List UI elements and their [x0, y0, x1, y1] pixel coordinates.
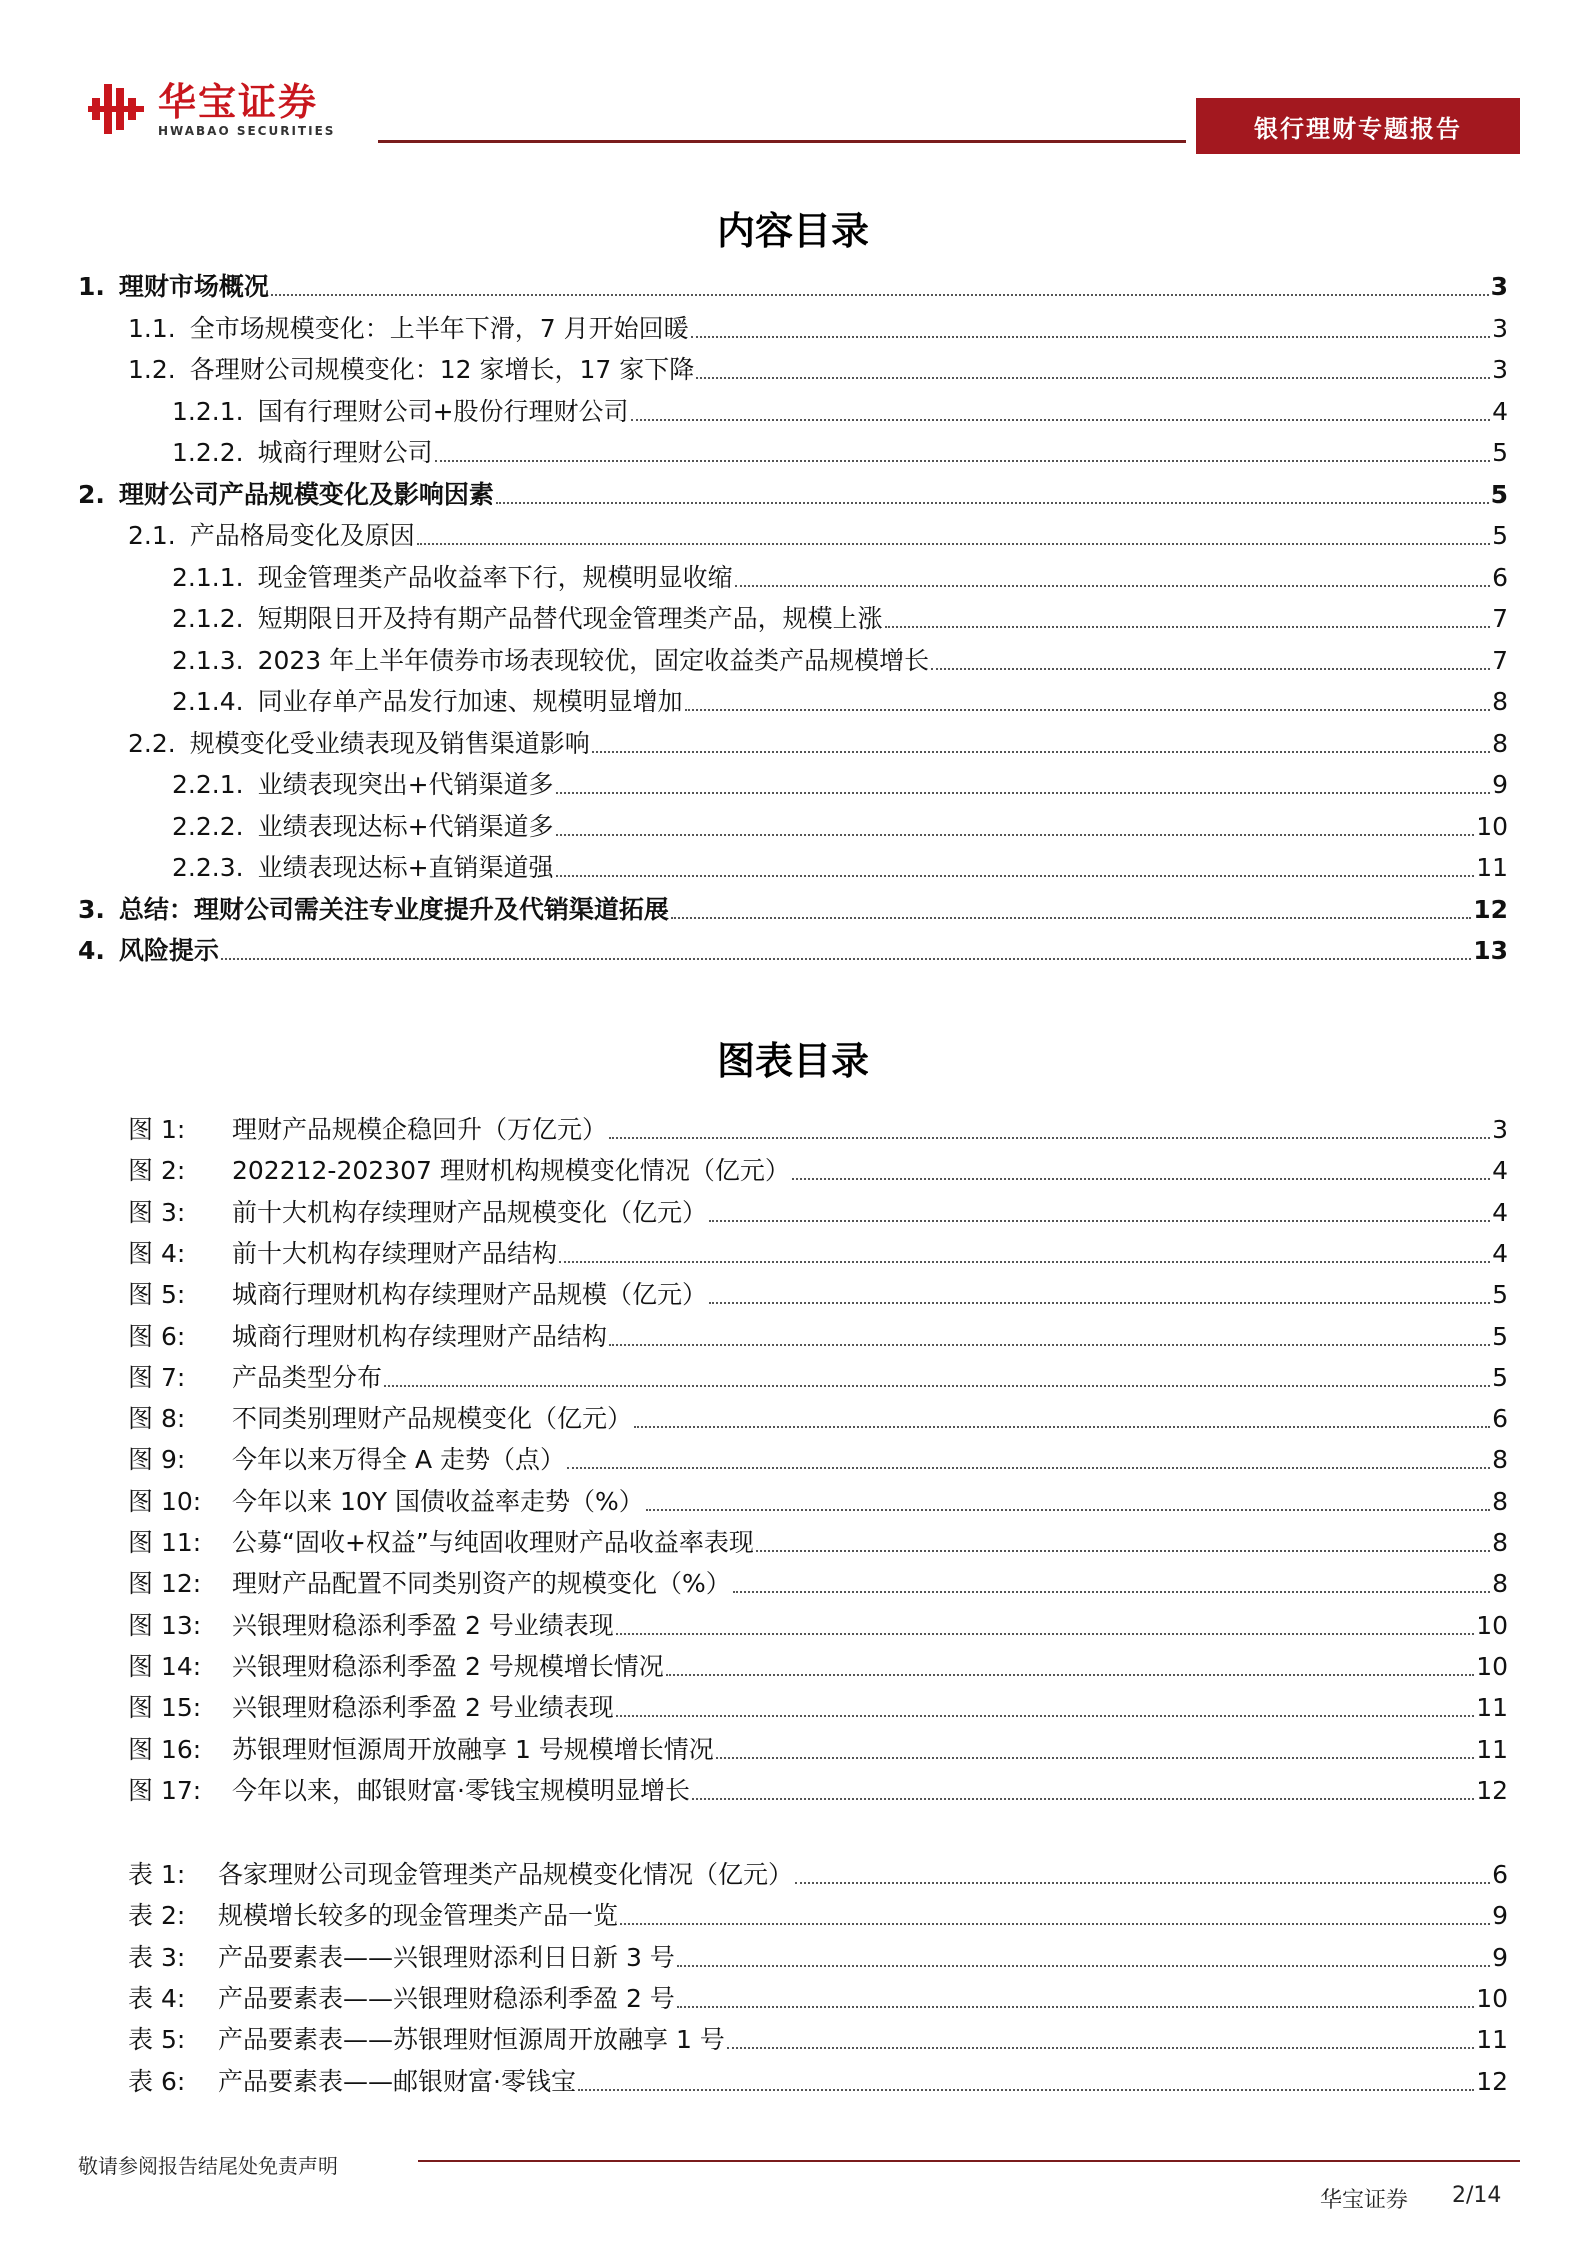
figure-entry[interactable] [128, 1312, 1508, 1352]
table-entry[interactable] [128, 2057, 1508, 2097]
figure-leader-dots [559, 1260, 1490, 1263]
table-entry-page: 6 [1492, 1860, 1508, 1889]
table-entry[interactable] [128, 1850, 1508, 1890]
table-entry-text: 产品要素表——兴银理财稳添利季盈 2 号 [218, 1983, 675, 2013]
figure-entry-number: 图 3: [128, 1197, 186, 1227]
figure-entry[interactable] [128, 1683, 1508, 1723]
hwabao-logo-icon [88, 78, 146, 140]
figure-entry-number: 图 4: [128, 1238, 186, 1268]
figure-entry[interactable] [128, 1270, 1508, 1310]
figure-leader-dots [634, 1425, 1490, 1428]
toc-entry-text: 短期限日开及持有期产品替代现金管理类产品，规模上涨 [257, 604, 883, 633]
toc-entry-number: 2.2.3. [172, 853, 244, 882]
figure-entry-text: 今年以来 10Y 国债收益率走势（%） [232, 1486, 644, 1516]
table-entry-number: 表 3: [128, 1942, 186, 1972]
figure-entry[interactable] [128, 1766, 1508, 1806]
toc-entry[interactable] [128, 511, 1508, 551]
toc-entry-text: 现金管理类产品收益率下行，规模明显收缩 [257, 562, 733, 592]
table-entry-text: 产品要素表——苏银理财恒源周开放融享 1 号 [218, 2025, 725, 2055]
figure-entry-page: 4 [1492, 1197, 1508, 1227]
figure-entry[interactable] [128, 1518, 1508, 1558]
table-entry-page: 10 [1476, 1983, 1508, 2013]
figure-entry-number: 图 14: [128, 1651, 202, 1681]
figure-entry-number: 图 6: [128, 1321, 186, 1351]
figure-entry-number: 图 2: [128, 1156, 186, 1186]
toc-entry-text: 同业存单产品发行加速、规模明显增加 [257, 687, 683, 716]
figure-entry-page: 4 [1492, 1238, 1508, 1268]
toc-entry-text: 理财公司产品规模变化及影响因素 [118, 479, 494, 509]
figure-entry-number: 图 7: [128, 1362, 186, 1392]
table-entry-number: 表 5: [128, 2025, 186, 2055]
toc-entry-page: 3 [1492, 355, 1508, 384]
toc-entry[interactable] [172, 677, 1508, 717]
toc-leader-dots [691, 335, 1491, 338]
table-entry-page: 11 [1476, 2025, 1508, 2055]
figure-entry[interactable] [128, 1105, 1508, 1145]
toc-entry-text: 业绩表现达标+直销渠道强 [257, 853, 554, 882]
toc-entry-text: 2023 年上半年债券市场表现较优，固定收益类产品规模增长 [257, 645, 930, 675]
toc-entry-page: 3 [1492, 313, 1508, 343]
toc-entry[interactable] [78, 262, 1508, 302]
figure-leader-dots [756, 1549, 1490, 1552]
figure-leader-dots [792, 1177, 1490, 1180]
toc-entry[interactable] [172, 553, 1508, 593]
header-rule [378, 140, 1186, 143]
table-entry-text: 各家理财公司现金管理类产品规模变化情况（亿元） [218, 1860, 794, 1889]
toc-entry-page: 3 [1490, 272, 1508, 301]
figure-entry[interactable] [128, 1601, 1508, 1641]
toc-entry[interactable] [172, 594, 1508, 634]
table-entry-text: 产品要素表——邮银财富·零钱宝 [218, 2066, 576, 2096]
table-entry[interactable] [128, 1974, 1508, 2014]
toc-entry-number: 2.1.3. [172, 645, 244, 675]
toc-entry-page: 5 [1492, 521, 1508, 550]
figure-entry-page: 8 [1492, 1528, 1508, 1557]
toc-entry-page: 10 [1476, 811, 1508, 841]
toc-leader-dots [435, 459, 1491, 462]
toc-entry-text: 规模变化受业绩表现及销售渠道影响 [189, 728, 590, 758]
figure-leader-dots [609, 1343, 1490, 1346]
table-entry[interactable] [128, 1891, 1508, 1931]
figure-entry-page: 5 [1492, 1280, 1508, 1310]
figure-entry-page: 5 [1492, 1362, 1508, 1392]
figure-entry-number: 图 11: [128, 1528, 202, 1557]
figure-entry-page: 10 [1476, 1651, 1508, 1681]
figure-entry-number: 图 5: [128, 1280, 186, 1310]
toc-leader-dots [592, 750, 1490, 753]
toc-leader-dots [221, 957, 1471, 960]
figure-entry-text: 前十大机构存续理财产品规模变化（亿元） [232, 1197, 708, 1227]
figure-entry-number: 图 17: [128, 1775, 202, 1805]
table-entry-page: 9 [1492, 1942, 1508, 1972]
figure-entry[interactable] [128, 1146, 1508, 1186]
toc-leader-dots [271, 293, 1489, 296]
figure-entry-page: 8 [1492, 1445, 1508, 1475]
figure-entry-page: 5 [1492, 1321, 1508, 1351]
figure-entry-number: 图 10: [128, 1486, 202, 1516]
logo-chinese-name: 华宝证券 [158, 80, 319, 124]
figure-entry-text: 产品类型分布 [232, 1362, 383, 1392]
figure-entry-text: 公募“固收+权益”与纯固收理财产品收益率表现 [232, 1528, 754, 1557]
toc-entry-number: 2.1.1. [172, 562, 244, 592]
toc-leader-dots [931, 667, 1490, 670]
table-entry-text: 产品要素表——兴银理财添利日日新 3 号 [218, 1942, 675, 1972]
figure-entry[interactable] [128, 1642, 1508, 1682]
toc-leader-dots [696, 376, 1490, 379]
table-entry[interactable] [128, 2015, 1508, 2055]
toc-entry-text: 城商行理财公司 [257, 438, 433, 467]
toc-entry[interactable] [78, 926, 1508, 966]
figure-entry-text: 城商行理财机构存续理财产品规模（亿元） [232, 1280, 708, 1310]
toc-entry[interactable] [172, 636, 1508, 676]
toc-entry-number: 2.2. [128, 728, 176, 758]
table-leader-dots [727, 2046, 1474, 2049]
figure-entry-page: 11 [1476, 1693, 1508, 1723]
toc-leader-dots [735, 584, 1491, 587]
toc-entry[interactable] [78, 885, 1508, 925]
figure-entry-page: 4 [1492, 1156, 1508, 1186]
toc-entry-number: 1. [78, 272, 105, 301]
figure-leader-dots [709, 1301, 1490, 1304]
figure-entry-text: 兴银理财稳添利季盈 2 号业绩表现 [232, 1693, 614, 1723]
figure-entry-page: 8 [1492, 1486, 1508, 1516]
toc-entry-page: 13 [1473, 936, 1508, 965]
table-entry-number: 表 6: [128, 2066, 186, 2096]
toc-entry-number: 1.2.1. [172, 396, 244, 426]
toc-entry[interactable] [172, 760, 1508, 800]
toc-entry-text: 风险提示 [118, 936, 219, 965]
table-entry-number: 表 2: [128, 1901, 186, 1931]
table-leader-dots [795, 1881, 1490, 1884]
figure-leader-dots [646, 1508, 1490, 1511]
figure-entry-text: 城商行理财机构存续理财产品结构 [232, 1321, 608, 1351]
figure-entry-text: 理财产品规模企稳回升（万亿元） [232, 1115, 608, 1144]
figure-entry[interactable] [128, 1394, 1508, 1434]
toc-entry[interactable] [128, 719, 1508, 759]
toc-entry-text: 业绩表现达标+代销渠道多 [257, 811, 554, 841]
toc-entry-number: 2.1.4. [172, 687, 244, 716]
figure-entry[interactable] [128, 1477, 1508, 1517]
toc-entry[interactable] [78, 470, 1508, 510]
figure-entry-text: 今年以来，邮银财富·零钱宝规模明显增长 [232, 1775, 690, 1805]
toc-entry-number: 2.1. [128, 521, 176, 550]
figure-entry-page: 6 [1492, 1404, 1508, 1434]
toc-entry-page: 9 [1492, 770, 1508, 799]
figure-entry-number: 图 12: [128, 1569, 202, 1599]
figure-entry-text: 兴银理财稳添利季盈 2 号业绩表现 [232, 1610, 614, 1640]
table-leader-dots [620, 1922, 1490, 1925]
figure-entry[interactable] [128, 1353, 1508, 1393]
figure-entry-text: 兴银理财稳添利季盈 2 号规模增长情况 [232, 1651, 664, 1681]
figure-entry-text: 不同类别理财产品规模变化（亿元） [232, 1404, 633, 1434]
toc-entry-text: 理财市场概况 [118, 272, 269, 301]
toc-title: 内容目录 [716, 209, 869, 253]
toc-leader-dots [556, 833, 1475, 836]
toc-entry-page: 5 [1492, 438, 1508, 467]
figure-entry[interactable] [128, 1435, 1508, 1475]
toc-entry-number: 2.1.2. [172, 604, 244, 633]
toc-entry[interactable] [172, 428, 1508, 468]
footer-rule [418, 2160, 1520, 2162]
toc-entry-page: 11 [1476, 853, 1508, 882]
toc-entry[interactable] [128, 304, 1508, 344]
figure-leader-dots [616, 1632, 1474, 1635]
toc-entry-page: 8 [1492, 687, 1508, 716]
toc-entry[interactable] [172, 387, 1508, 427]
toc-entry-page: 12 [1473, 894, 1508, 924]
toc-leader-dots [496, 501, 1489, 504]
figure-entry-number: 图 16: [128, 1734, 202, 1764]
report-type-badge: 银行理财专题报告 [1196, 98, 1520, 154]
figure-entry[interactable] [128, 1188, 1508, 1228]
disclaimer-note: 敬请参阅报告结尾处免责声明 [78, 2154, 338, 2178]
table-entry-number: 表 1: [128, 1860, 186, 1889]
toc-entry-page: 4 [1492, 396, 1508, 426]
figure-entry-page: 12 [1476, 1775, 1508, 1805]
figure-entry-text: 202212-202307 理财机构规模变化情况（亿元） [232, 1156, 790, 1186]
toc-leader-dots [671, 916, 1471, 919]
figure-leader-dots [733, 1590, 1490, 1593]
toc-entry-number: 1.2.2. [172, 438, 244, 467]
logo-english-name: HWABAO SECURITIES [158, 124, 336, 138]
toc-entry-number: 2.2.1. [172, 770, 244, 799]
toc-entry-page: 6 [1492, 562, 1508, 592]
toc-entry-number: 3. [78, 894, 105, 924]
toc-entry-page: 5 [1490, 479, 1508, 509]
company-logo [88, 78, 335, 140]
toc-entry-number: 1.1. [128, 313, 176, 343]
figure-entry[interactable] [128, 1229, 1508, 1269]
toc-entry-text: 业绩表现突出+代销渠道多 [257, 770, 554, 799]
figure-entry-number: 图 15: [128, 1693, 202, 1723]
page-number: 2/14 [1452, 2183, 1502, 2208]
figure-entry-page: 10 [1476, 1610, 1508, 1640]
figure-entry[interactable] [128, 1559, 1508, 1599]
toc-entry-number: 1.2. [128, 355, 176, 384]
table-leader-dots [677, 1964, 1490, 1967]
table-entry-text: 规模增长较多的现金管理类产品一览 [218, 1901, 619, 1931]
toc-entry-text: 各理财公司规模变化：12 家增长，17 家下降 [189, 355, 695, 384]
table-leader-dots [677, 2005, 1474, 2008]
figure-leader-dots [692, 1797, 1474, 1800]
figure-entry-page: 3 [1492, 1115, 1508, 1144]
figure-list-title: 图表目录 [716, 1039, 869, 1083]
figure-entry-page: 8 [1492, 1569, 1508, 1599]
toc-entry-number: 2. [78, 479, 105, 509]
toc-entry-number: 2.2.2. [172, 811, 244, 841]
table-leader-dots [578, 2088, 1474, 2091]
figure-leader-dots [716, 1756, 1474, 1759]
figure-entry-text: 苏银理财恒源周开放融享 1 号规模增长情况 [232, 1734, 714, 1764]
figure-leader-dots [709, 1219, 1490, 1222]
table-entry-number: 表 4: [128, 1983, 186, 2013]
toc-leader-dots [556, 791, 1491, 794]
figure-entry-page: 11 [1476, 1734, 1508, 1764]
toc-entry-page: 7 [1492, 645, 1508, 675]
table-entry-page: 12 [1476, 2066, 1508, 2096]
toc-entry-page: 8 [1492, 728, 1508, 758]
toc-leader-dots [631, 418, 1491, 421]
figure-leader-dots [609, 1136, 1490, 1139]
figure-entry-number: 图 9: [128, 1445, 186, 1475]
toc-entry-text: 国有行理财公司+股份行理财公司 [257, 396, 629, 426]
toc-leader-dots [885, 625, 1491, 628]
toc-leader-dots [417, 542, 1490, 545]
figure-entry-text: 前十大机构存续理财产品结构 [232, 1238, 558, 1268]
toc-entry[interactable] [172, 802, 1508, 842]
figure-entry-number: 图 13: [128, 1610, 202, 1640]
figure-entry-number: 图 8: [128, 1404, 186, 1434]
toc-entry-text: 总结：理财公司需关注专业度提升及代销渠道拓展 [118, 894, 669, 924]
table-entry-page: 9 [1492, 1901, 1508, 1931]
figure-entry[interactable] [128, 1725, 1508, 1765]
toc-entry-page: 7 [1492, 604, 1508, 633]
toc-entry[interactable] [172, 843, 1508, 883]
figure-entry-text: 理财产品配置不同类别资产的规模变化（%） [232, 1569, 731, 1599]
toc-entry[interactable] [128, 345, 1508, 385]
figure-leader-dots [666, 1673, 1474, 1676]
footer-company: 华宝证券 [1320, 2188, 1409, 2213]
table-entry[interactable] [128, 1933, 1508, 1973]
toc-entry-number: 4. [78, 936, 105, 965]
toc-leader-dots [556, 874, 1475, 877]
figure-leader-dots [567, 1466, 1490, 1469]
figure-leader-dots [616, 1714, 1474, 1717]
toc-leader-dots [685, 708, 1491, 711]
toc-entry-text: 全市场规模变化：上半年下滑，7 月开始回暖 [189, 313, 689, 343]
toc-entry-text: 产品格局变化及原因 [189, 521, 415, 550]
figure-entry-number: 图 1: [128, 1115, 186, 1144]
figure-leader-dots [384, 1384, 1490, 1387]
figure-entry-text: 今年以来万得全 A 走势（点） [232, 1445, 565, 1475]
